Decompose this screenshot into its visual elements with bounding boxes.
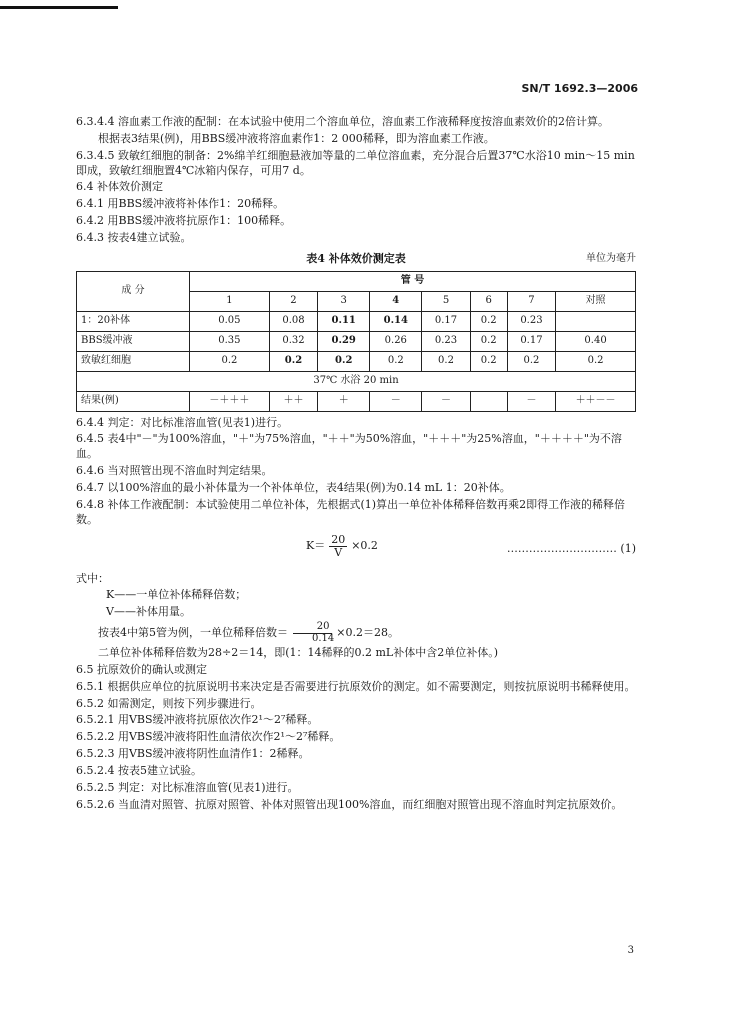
example-numerator: 20: [293, 622, 332, 634]
result-cell: －: [422, 391, 470, 411]
document-number: SN/T 1692.3—2006: [521, 82, 638, 95]
tube-col: 4: [370, 291, 422, 311]
table-cell: 0.23: [507, 311, 555, 331]
page-body: [76, 115, 636, 814]
table-cell: 0.2: [470, 311, 507, 331]
section-6-3-4-5: 6.3.4.5 致敏红细胞的制备：2%绵羊红细胞悬液加等量的二单位溶血素，充分混合后置37℃水浴10 min～15 min即成，致敏红细胞置4℃冰箱内保存，可用7 d。: [76, 148, 635, 177]
table-cell: 0.2: [190, 351, 270, 371]
formula-1: [76, 534, 636, 568]
result-cell: ＋: [318, 391, 370, 411]
table-cell: 0.2: [370, 351, 422, 371]
section-6-5-2-6: 6.5.2.6 当血清对照管、抗原对照管、补体对照管出现100%溶血，而红细胞对照管出现不溶血时判定抗原效价。: [76, 797, 623, 811]
table-cell: 0.26: [370, 331, 422, 351]
definition-k: K——一单位补体稀释倍数；: [106, 588, 247, 602]
section-6-4-4: 6.4.4 判定：对比标准溶血管(见表1)进行。: [76, 415, 289, 429]
incubation-note: 37℃ 水浴 20 min: [77, 371, 636, 391]
table-4-caption: 表4 补体效价测定表: [306, 251, 406, 265]
section-6-5-2-1: 6.5.2.1 用VBS缓冲液将抗原依次作2¹～2⁷稀释。: [76, 713, 319, 727]
formula-body: [306, 534, 378, 559]
incubation-row: [77, 371, 636, 391]
row-label: 1：20补体: [77, 311, 190, 331]
top-rule: [0, 6, 118, 9]
tube-col: 1: [190, 291, 270, 311]
result-cell: ＋＋: [269, 391, 317, 411]
table-cell: 0.2: [470, 331, 507, 351]
section-6-4-3: 6.4.3 按表4建立试验。: [76, 230, 192, 244]
formula-lhs: K＝: [306, 538, 326, 552]
formula-numerator: 20: [331, 532, 346, 546]
section-6-4-6: 6.4.6 当对照管出现不溶血时判定结果。: [76, 464, 273, 478]
section-6-4-1: 6.4.1 用BBS缓冲液将补体作1：20稀释。: [76, 197, 285, 211]
tube-col: 5: [422, 291, 470, 311]
definition-v: V——补体用量。: [106, 605, 191, 619]
tube-col: 对照: [556, 291, 636, 311]
result-row: [77, 391, 636, 411]
example-calculation: [76, 622, 636, 644]
table-4-unit: 单位为毫升: [586, 252, 636, 264]
component-header: 成 分: [77, 271, 190, 311]
equation-number: ………………………… (1): [506, 541, 636, 555]
formula-rhs: ×0.2: [351, 538, 378, 552]
table-cell: 0.2: [556, 351, 636, 371]
table-cell: 0.40: [556, 331, 636, 351]
formula-denominator: V: [334, 545, 343, 559]
section-6-5-2: 6.5.2 如需测定，则按下列步骤进行。: [76, 696, 262, 710]
table-cell: 0.05: [190, 311, 270, 331]
table-cell: 0.11: [318, 311, 370, 331]
page-number: 3: [627, 945, 634, 956]
formula-fraction: [329, 534, 347, 559]
result-cell: －: [507, 391, 555, 411]
tube-col: 2: [269, 291, 317, 311]
table-cell: 0.2: [318, 351, 370, 371]
table-cell: 0.2: [470, 351, 507, 371]
table-4-caption-row: [76, 252, 636, 267]
table-cell: 0.23: [422, 331, 470, 351]
section-6-5-2-4: 6.5.2.4 按表5建立试验。: [76, 763, 202, 777]
row-label: 结果(例): [77, 391, 190, 411]
section-6-4-8: 6.4.8 补体工作液配制：本试验使用二单位补体，先根据式(1)算出一单位补体稀释倍数再乘2即得工作液的稀释倍数。: [76, 497, 626, 526]
table-cell: 0.32: [269, 331, 317, 351]
section-6-4-7: 6.4.7 以100%溶血的最小补体量为一个补体单位，表4结果(例)为0.14 mL 1：20补体。: [76, 480, 511, 494]
row-label: 致敏红细胞: [77, 351, 190, 371]
section-6-3-4-4: 6.3.4.4 溶血素工作液的配制：在本试验中使用二个溶血单位，溶血素工作液稀释度按溶血素效价的2倍计算。: [76, 115, 609, 128]
table-cell: 0.35: [190, 331, 270, 351]
table-cell: [556, 311, 636, 331]
example-prefix: 按表4中第5管为例，一单位稀释倍数＝: [98, 626, 288, 640]
example-fraction: [290, 622, 334, 644]
table-row: [77, 331, 636, 351]
result-cell: －＋＋＋: [190, 391, 270, 411]
tube-col: 3: [318, 291, 370, 311]
table-header-row: [77, 271, 636, 291]
section-6-5-2-3: 6.5.2.3 用VBS缓冲液将阴性血清作1：2稀释。: [76, 747, 310, 761]
section-6-4-2: 6.4.2 用BBS缓冲液将抗原作1：100稀释。: [76, 214, 292, 228]
example-denominator: 0.14: [312, 632, 335, 644]
example-suffix: ×0.2＝28。: [336, 626, 399, 640]
section-6-5-2-2: 6.5.2.2 用VBS缓冲液将阳性血清依次作2¹～2⁷稀释。: [76, 730, 341, 744]
table-cell: 0.14: [370, 311, 422, 331]
row-label: BBS缓冲液: [77, 331, 190, 351]
where-label: 式中：: [76, 571, 109, 585]
table-cell: 0.2: [269, 351, 317, 371]
section-6-3-4-4-example: 根据表3结果(例)，用BBS缓冲液将溶血素作1：2 000稀释，即为溶血素工作液。: [98, 131, 495, 145]
result-cell: －: [370, 391, 422, 411]
table-cell: 0.17: [422, 311, 470, 331]
table-cell: 0.29: [318, 331, 370, 351]
section-6-5-heading: 6.5 抗原效价的确认或测定: [76, 662, 207, 676]
section-6-5-2-5: 6.5.2.5 判定：对比标准溶血管(见表1)进行。: [76, 780, 299, 794]
table-cell: 0.2: [422, 351, 470, 371]
tube-col: 6: [470, 291, 507, 311]
result-cell: [470, 391, 507, 411]
section-6-4-5: 6.4.5 表4中"－"为100%溶血，"＋"为75%溶血，"＋＋"为50%溶血，"＋＋＋"为25%溶血，"＋＋＋＋"为不溶血。: [76, 432, 622, 461]
result-cell: ＋＋－－: [556, 391, 636, 411]
table-row: [77, 311, 636, 331]
tube-header: 管 号: [190, 271, 636, 291]
section-6-5-1: 6.5.1 根据供应单位的抗原说明书来决定是否需要进行抗原效价的测定。如不需要测定，则按抗原说明书稀释使用。: [76, 679, 636, 693]
table-4: [76, 271, 636, 412]
table-cell: 0.08: [269, 311, 317, 331]
table-row: [77, 351, 636, 371]
section-6-4-heading: 6.4 补体效价测定: [76, 180, 163, 194]
tube-col: 7: [507, 291, 555, 311]
two-unit-note: 二单位补体稀释倍数为28÷2＝14，即(1：14稀释的0.2 mL补体中含2单位补体。): [98, 646, 499, 660]
table-cell: 0.2: [507, 351, 555, 371]
table-cell: 0.17: [507, 331, 555, 351]
